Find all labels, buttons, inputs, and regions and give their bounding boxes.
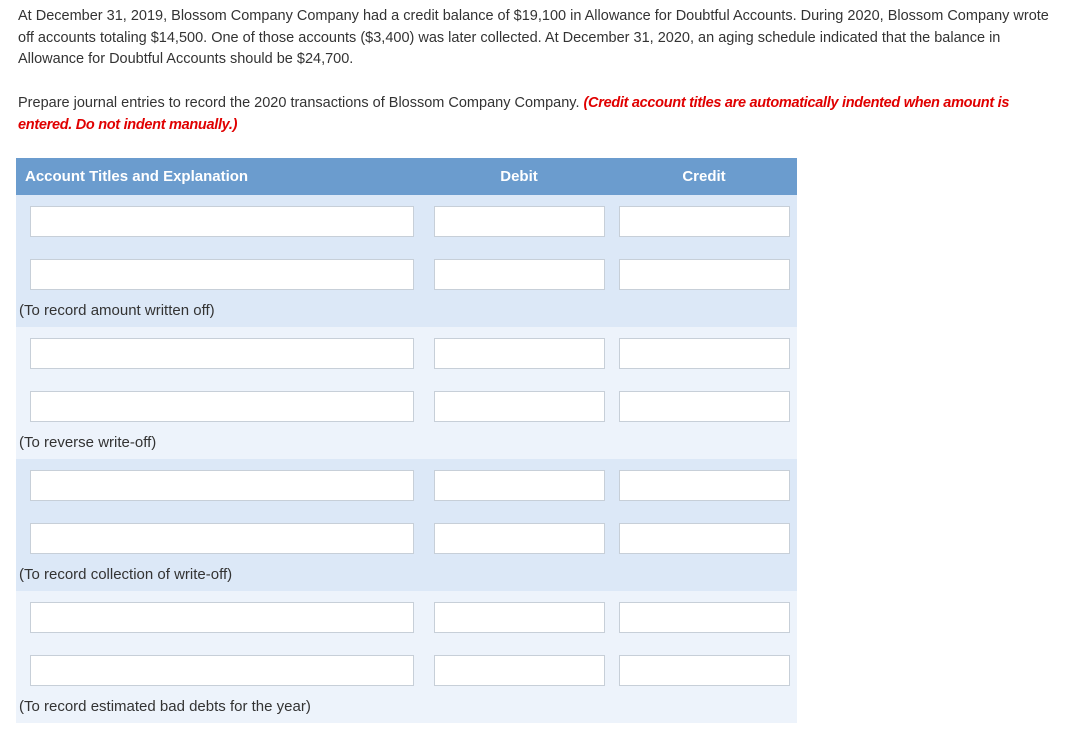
- instruction-text: [18, 93, 1063, 136]
- account-title-input[interactable]: [30, 338, 414, 369]
- journal-entry-1: [16, 195, 797, 327]
- debit-input[interactable]: [434, 259, 605, 290]
- entry-explanation: (To reverse write-off): [19, 434, 157, 451]
- journal-entry-3: [16, 459, 797, 591]
- account-title-input[interactable]: [30, 391, 414, 422]
- header-debit: Debit: [500, 168, 538, 185]
- debit-input[interactable]: [434, 523, 605, 554]
- debit-input[interactable]: [434, 391, 605, 422]
- credit-input[interactable]: [619, 338, 790, 369]
- table-header: [16, 158, 797, 195]
- entry-explanation: (To record estimated bad debts for the year): [19, 698, 311, 715]
- debit-input[interactable]: [434, 338, 605, 369]
- credit-input[interactable]: [619, 259, 790, 290]
- credit-input[interactable]: [619, 602, 790, 633]
- credit-input[interactable]: [619, 206, 790, 237]
- debit-input[interactable]: [434, 470, 605, 501]
- instruction-main: Prepare journal entries to record the 2020 transactions of Blossom Company Company.: [18, 95, 584, 111]
- account-title-input[interactable]: [30, 259, 414, 290]
- journal-entry-table: [16, 158, 797, 724]
- credit-input[interactable]: [619, 523, 790, 554]
- debit-input[interactable]: [434, 206, 605, 237]
- account-title-input[interactable]: [30, 470, 414, 501]
- journal-entry-4: [16, 591, 797, 723]
- credit-input[interactable]: [619, 655, 790, 686]
- instruction-note: (Credit account titles are automatically indented when amount is entered. Do not indent manually.): [18, 95, 1010, 133]
- entry-explanation: (To record amount written off): [19, 302, 215, 319]
- header-credit: Credit: [682, 168, 726, 185]
- account-title-input[interactable]: [30, 206, 414, 237]
- entry-explanation: (To record collection of write-off): [19, 566, 233, 583]
- problem-statement: At December 31, 2019, Blossom Company Company had a credit balance of $19,100 in Allowance for Doubtful Accounts. During 2020, Blossom Company wrote off accounts totaling $14,500. One of those accounts ($3,400) was later collected. At December 31, 2020, an aging schedule indicated that the balance in Allowance for Doubtful Accounts should be $24,700.: [18, 8, 1049, 67]
- header-account-titles: Account Titles and Explanation: [25, 168, 249, 185]
- account-title-input[interactable]: [30, 655, 414, 686]
- account-title-input[interactable]: [30, 602, 414, 633]
- credit-input[interactable]: [619, 391, 790, 422]
- account-title-input[interactable]: [30, 523, 414, 554]
- credit-input[interactable]: [619, 470, 790, 501]
- debit-input[interactable]: [434, 655, 605, 686]
- debit-input[interactable]: [434, 602, 605, 633]
- journal-entry-2: [16, 327, 797, 459]
